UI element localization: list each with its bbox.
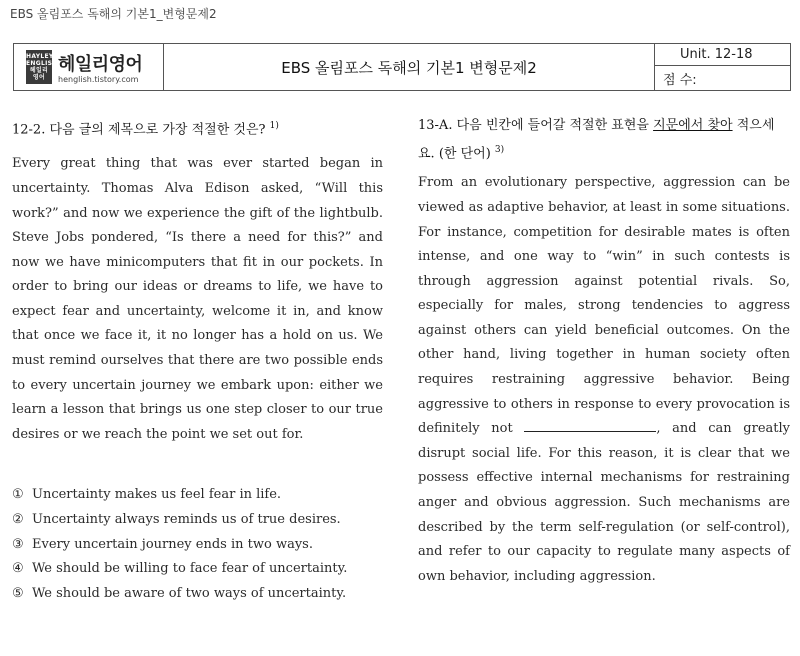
logo-mark-icon: HAYLEY ENGLISH 헤일리 영어 [26, 50, 52, 84]
score-field: 점 수: [663, 72, 697, 88]
option-item[interactable]: ② Uncertainty always reminds us of true desires. [12, 512, 341, 528]
question-13-a [418, 114, 790, 589]
unit-label: Unit. 12-18 [655, 44, 790, 66]
answer-blank[interactable] [524, 419, 656, 432]
underlined-instruction: 지문에서 찾아 [653, 118, 733, 133]
logo [14, 44, 164, 90]
footnote-marker: 3) [494, 145, 505, 155]
answer-options [12, 483, 383, 606]
page-title: EBS 올림포스 독해의 기본1_변형문제2 [10, 7, 217, 21]
passage-text: Every great thing that was ever started began in uncertainty. Thomas Alva Edison asked, “Will this work?” and now we experience the gift of the lightbulb. Steve Jobs pondered, “Is there a need for this?” and now we have minicomputers that fit in our pockets. In order to bring our ideas or dreams to life, we have to expect fear and uncertainty, welcome it in, and know that once we face it, it no longer has a hold on us. We must remind ourselves that there are two possible ends to every uncertain journey we embark upon: either we learn a lesson that brings us one step closer to our true desires or we reach the point we set out for. [12, 156, 383, 442]
passage-text: From an evolutionary perspective, aggression can be viewed as adaptive behavior, at least in some situations. For instance, competition for desirable mates is often intense, and one way to “win” in such contests is through aggression against potential rivals. So, especially for males, strong tendencies to aggress against others can yield beneficial outcomes. On the other hand, living together in human society often requires restraining aggressive behavior. Being aggressive to others in response to every provocation is definitely not , and can greatly disrupt social life. For this reason, it is clear that we possess effective internal mechanisms for restraining anger and obvious aggression. Such mechanisms are described by the term self-regulation (or self-control), and refer to our capacity to regulate many aspects of own behavior, including aggression. [418, 175, 790, 584]
footnote-marker: 1) [269, 121, 279, 131]
question-heading: 12-2. 다음 글의 제목으로 가장 적절한 것은? $^{1)}$ [12, 121, 279, 138]
logo-name: 헤일리영어 [58, 54, 143, 75]
option-item[interactable]: ④ We should be willing to face fear of uncertainty. [12, 561, 348, 577]
question-heading: 13-A. 다음 빈칸에 들어갈 적절한 표현을 지문에서 찾아 적으세요. (한 단어) $^{3)}$ [418, 118, 775, 162]
option-item[interactable]: ① Uncertainty makes us feel fear in life. [12, 487, 282, 503]
worksheet-title: EBS 올림포스 독해의 기본1 변형문제2 [164, 44, 655, 90]
worksheet-header [13, 43, 791, 91]
logo-url: henglish.tistory.com [58, 75, 139, 84]
question-12-2 [12, 114, 383, 606]
option-item[interactable]: ③ Every uncertain journey ends in two ways. [12, 536, 313, 552]
option-item[interactable]: ⑤ We should be aware of two ways of uncertainty. [12, 585, 347, 601]
